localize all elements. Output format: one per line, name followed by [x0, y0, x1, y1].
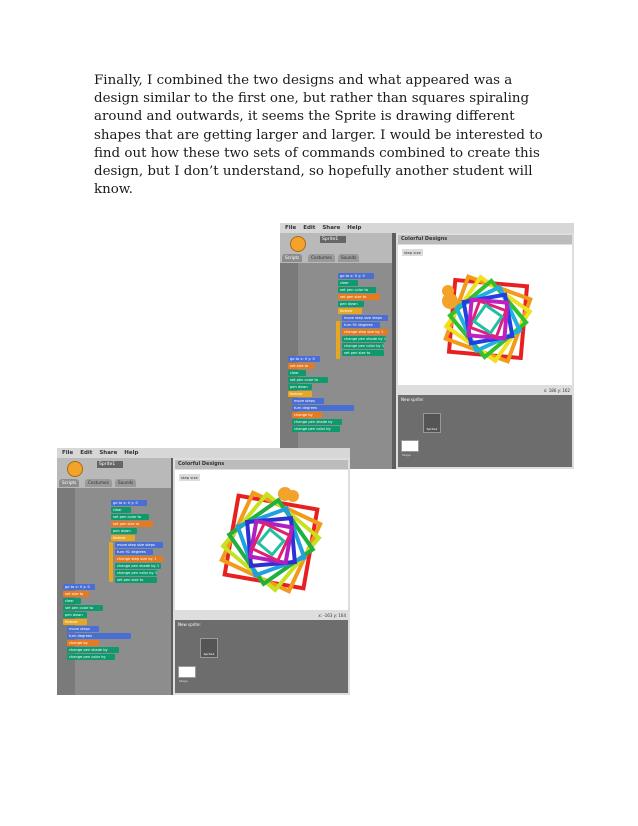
- script-block[interactable]: change pen shade by 1: [117, 564, 160, 568]
- scratch-screenshot-2: [57, 448, 350, 695]
- script-block[interactable]: set pen color to: [338, 287, 376, 293]
- script-block[interactable]: change pen color by 1: [117, 571, 157, 575]
- sprite-tile[interactable]: [423, 413, 441, 433]
- stage-tile[interactable]: [178, 666, 196, 678]
- script-block[interactable]: pen down: [63, 612, 87, 618]
- menu-help[interactable]: Help: [124, 450, 139, 456]
- stage-tile[interactable]: [401, 440, 419, 452]
- script-block[interactable]: set pen size to: [111, 521, 153, 527]
- script-block[interactable]: forever: [288, 391, 312, 397]
- sprite-header: [57, 458, 171, 488]
- script-block[interactable]: change pen color by: [67, 654, 115, 660]
- variable-watcher: step size: [404, 250, 421, 255]
- script-block[interactable]: change pen color by: [292, 426, 340, 432]
- script-block[interactable]: clear: [111, 507, 131, 513]
- script-block[interactable]: change step size by 1: [342, 329, 388, 335]
- script-block[interactable]: go to x: 0 y: 0: [63, 584, 95, 590]
- script-block[interactable]: set size to: [63, 591, 89, 597]
- script-block[interactable]: move steps: [292, 398, 324, 404]
- script-block[interactable]: turn 91 degrees: [342, 322, 380, 328]
- script-block[interactable]: change pen color by 1: [344, 344, 384, 348]
- script-block[interactable]: change pen shade by: [67, 647, 119, 653]
- script-block[interactable]: set pen size to: [338, 294, 380, 300]
- tab-scripts[interactable]: Scripts: [59, 479, 79, 487]
- tab-scripts[interactable]: Scripts: [282, 254, 302, 262]
- stage-title: Colorful Designs: [398, 235, 572, 244]
- script-block[interactable]: set size to: [288, 363, 314, 369]
- script-block[interactable]: set pen size to: [115, 577, 157, 583]
- script-block[interactable]: change pen shade by: [292, 419, 342, 425]
- stage-canvas[interactable]: [398, 245, 572, 385]
- scripts-pane: [57, 458, 171, 695]
- script-block[interactable]: turn degrees: [67, 633, 131, 639]
- menu-share[interactable]: Share: [322, 225, 341, 231]
- tab-sounds[interactable]: Sounds: [115, 479, 136, 487]
- menu-share[interactable]: Share: [99, 450, 118, 456]
- sprite-name[interactable]: Sprite1: [320, 236, 346, 243]
- script-block[interactable]: move step size steps: [342, 315, 388, 321]
- script-block[interactable]: set pen color to: [288, 377, 328, 383]
- tab-costumes[interactable]: Costumes: [85, 479, 112, 487]
- stage-canvas[interactable]: [175, 470, 348, 610]
- tab-costumes[interactable]: Costumes: [308, 254, 335, 262]
- script-block[interactable]: change step size by 1: [115, 556, 163, 562]
- script-block[interactable]: clear: [338, 280, 358, 286]
- script-block[interactable]: pen down: [111, 528, 137, 534]
- script-block[interactable]: forever: [63, 619, 87, 625]
- new-sprite-label: New sprite:: [401, 397, 424, 402]
- script-block[interactable]: forever: [111, 535, 135, 541]
- variable-watcher: step size: [181, 475, 198, 480]
- script-block[interactable]: move step size steps: [115, 542, 163, 548]
- script-block[interactable]: turn 91 degrees: [115, 549, 153, 555]
- menu-edit[interactable]: Edit: [303, 225, 316, 231]
- script-block[interactable]: change pen shade by 1: [344, 337, 386, 341]
- stage-title: Colorful Designs: [175, 460, 348, 469]
- stage-pane: [396, 233, 574, 469]
- sprite-name[interactable]: Sprite1: [97, 461, 123, 468]
- script-block[interactable]: go to x: 0 y: 0: [288, 356, 320, 362]
- script-block[interactable]: clear: [63, 598, 81, 604]
- script-block[interactable]: clear: [288, 370, 306, 376]
- script-block[interactable]: set pen color to: [63, 605, 103, 611]
- new-sprite-label: New sprite:: [178, 622, 201, 627]
- tab-sounds[interactable]: Sounds: [338, 254, 359, 262]
- script-block[interactable]: go to x: 0 y: 0: [338, 273, 374, 279]
- menu-bar: [280, 223, 574, 233]
- script-block[interactable]: change by: [292, 412, 322, 418]
- script-block[interactable]: change by: [67, 640, 99, 646]
- body-paragraph: Finally, I combined the two designs and what appeared was a design similar to the first one, but rather than squares spiraling around and outwards, it seems the Sprite is drawing different shapes that are getting larger and larger. I would be interested to find out how these two sets of commands combined to create this design, but I don’t understand, so hopefully another student will know.: [94, 73, 543, 198]
- script-block[interactable]: move steps: [67, 626, 99, 632]
- script-block[interactable]: set pen size to: [342, 350, 384, 356]
- sprite-tile-label: Sprite1: [426, 427, 438, 431]
- mouse-readout: x: -163 y: 164: [318, 613, 346, 618]
- scratch-screenshot-1: [280, 223, 574, 469]
- script-block[interactable]: turn degrees: [292, 405, 354, 411]
- sprite-tile[interactable]: [200, 638, 218, 658]
- menu-bar: [57, 448, 350, 458]
- spiral-drawing: [398, 245, 572, 385]
- sprite-list: [398, 395, 572, 467]
- script-block[interactable]: set pen color to: [111, 514, 149, 520]
- scripts-pane: [280, 233, 392, 469]
- script-block[interactable]: forever: [338, 308, 362, 314]
- menu-file[interactable]: File: [62, 450, 74, 456]
- sprite-header: [280, 233, 392, 263]
- script-block[interactable]: pen down: [288, 384, 312, 390]
- stage-tile-label: Stage: [402, 453, 411, 457]
- sprite-tile-label: Sprite1: [203, 652, 215, 656]
- cat-sprite-icon: [67, 461, 83, 477]
- spiral-drawing: [175, 470, 348, 610]
- script-block[interactable]: go to x: 0 y: 0: [111, 500, 147, 506]
- forever-bracket: [336, 321, 340, 359]
- mouse-readout: x: 186 y: 162: [543, 388, 570, 393]
- stage-tile-label: Stage: [179, 679, 188, 683]
- forever-bracket: [109, 542, 113, 582]
- stage-pane: [173, 458, 350, 695]
- script-block[interactable]: pen down: [338, 301, 364, 307]
- menu-help[interactable]: Help: [347, 225, 362, 231]
- cat-sprite-icon: [290, 236, 306, 252]
- sprite-list: [175, 620, 348, 693]
- menu-file[interactable]: File: [285, 225, 297, 231]
- menu-edit[interactable]: Edit: [80, 450, 93, 456]
